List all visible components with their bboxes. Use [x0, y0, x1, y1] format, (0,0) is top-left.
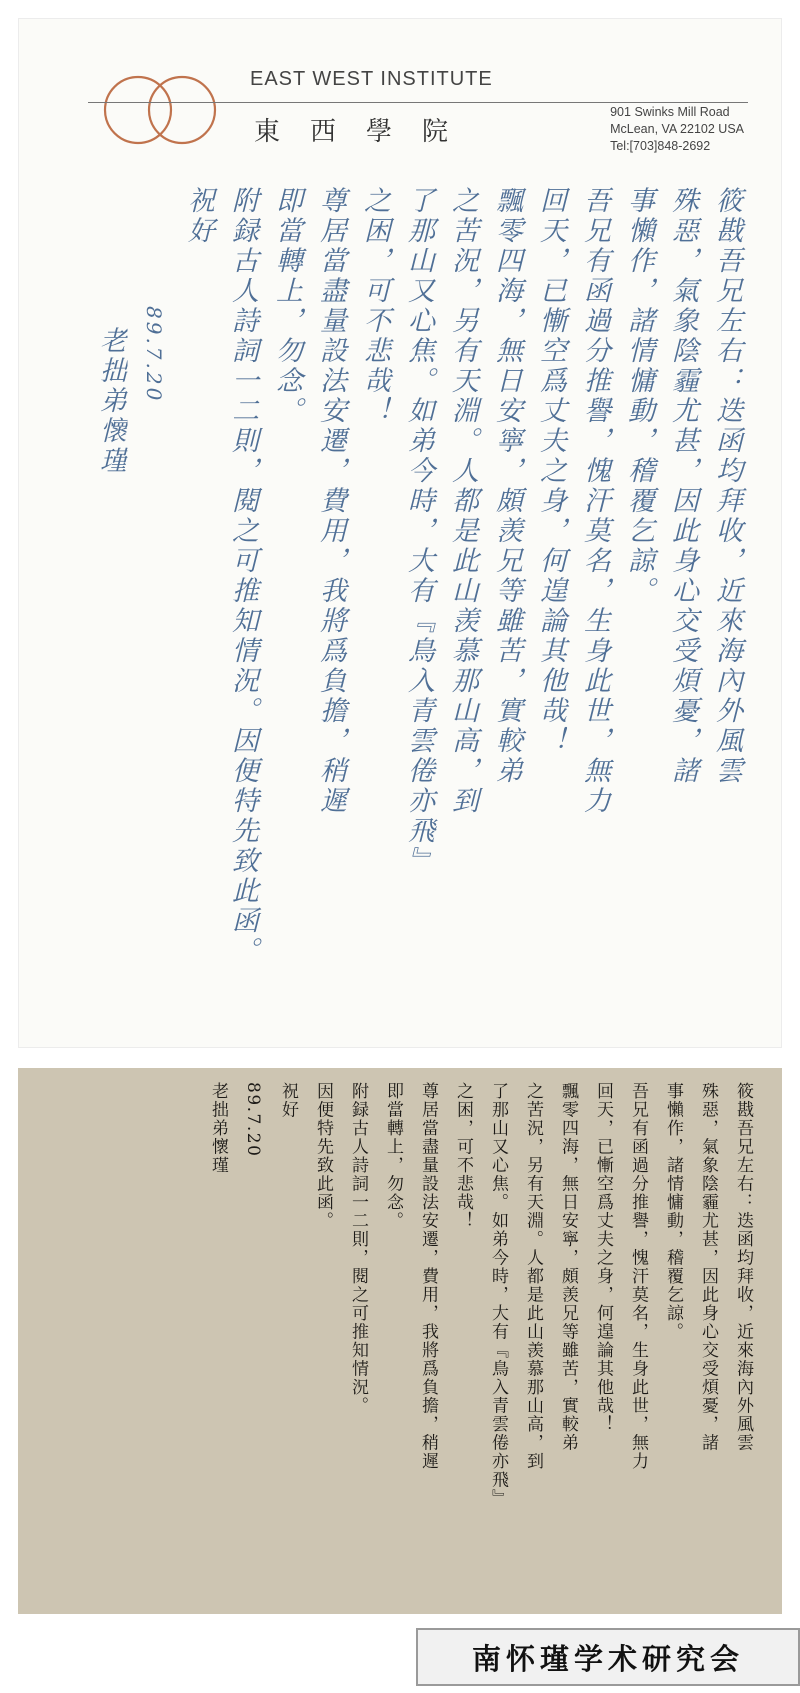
- letterhead-rule: [88, 102, 748, 103]
- handwritten-line: 吾兄有函過分推譽，愧汗莫名，生身此世，無力: [579, 186, 610, 816]
- address-line: McLean, VA 22102 USA: [610, 122, 744, 136]
- handwritten-line: 尊居當盡量設法安遷，費用，我將爲負擔，稍遲: [315, 186, 346, 816]
- handwritten-line: 即當轉上，勿念。: [271, 186, 302, 426]
- transcript-line: 附録古人詩詞一二則，閱之可推知情況。: [348, 1082, 368, 1415]
- transcript-line: 事懶作，諸情慵動，稽覆乞諒。: [663, 1082, 683, 1341]
- handwritten-letter: [88, 186, 748, 1006]
- transcript-line: 吾兄有函過分推譽，愧汗莫名，生身此世，無力: [628, 1082, 648, 1471]
- handwritten-line: 事懶作，諸情慵動，稽覆乞諒。: [623, 186, 654, 606]
- handwritten-line: 祝好: [183, 186, 214, 246]
- handwritten-line: 之苦況，另有天淵。人都是此山羡慕那山高，到: [447, 186, 478, 816]
- institute-logo: [96, 70, 224, 150]
- handwritten-line: 飄零四海，無日安寧，頗羡兄等雖苦，實較弟: [491, 186, 522, 786]
- handwritten-line: 附録古人詩詞一二則，閱之可推知情況。因便特先致此函。: [227, 186, 258, 966]
- institute-name-en: EAST WEST INSTITUTE: [250, 68, 493, 90]
- address-line: Tel:[703]848-2692: [610, 139, 711, 153]
- watermark-text: 南怀瑾学术研究会: [471, 1641, 744, 1676]
- handwritten-line: 回天，已慚空爲丈夫之身，何遑論其他哉！: [535, 186, 566, 756]
- handwritten-line: 了那山又心焦。如弟今時，大有『鳥入青雲倦亦飛』: [403, 186, 434, 876]
- handwritten-line: 之困，可不悲哉！: [359, 186, 390, 426]
- transcript-line: 飄零四海，無日安寧，頗羡兄等雖苦，實較弟: [558, 1082, 578, 1452]
- handwritten-date: 89.7.20: [142, 306, 166, 404]
- transcript-line: 即當轉上，勿念。: [383, 1082, 403, 1230]
- transcript-text: [200, 1082, 760, 1602]
- handwritten-line: 筱戡吾兄左右：迭函均拜收，近來海內外風雲: [711, 186, 742, 786]
- transcript-line: 了那山又心焦。如弟今時，大有『鳥入青雲倦亦飛』: [488, 1082, 508, 1508]
- transcript-panel: [18, 1068, 782, 1614]
- letter-page: [18, 18, 782, 1048]
- institute-name-zh: 東西學院: [254, 117, 479, 147]
- institute-address: [610, 104, 744, 155]
- transcript-line: 筱戡吾兄左右：迭函均拜收，近來海內外風雲: [733, 1082, 753, 1452]
- transcript-line: 尊居當盡量設法安遷，費用，我將爲負擔，稍遲: [418, 1082, 438, 1471]
- transcript-line: 回天，已慚空爲丈夫之身，何遑論其他哉！: [593, 1082, 613, 1434]
- transcript-line: 殊惡，氣象陰霾尤甚，因此身心交受煩憂，諸: [698, 1082, 718, 1452]
- transcript-signature: 老拙弟懷瑾: [208, 1082, 228, 1175]
- transcript-date: 89.7.20: [243, 1082, 263, 1158]
- transcript-line: 祝好: [278, 1082, 298, 1119]
- handwritten-line: 殊惡，氣象陰霾尤甚，因此身心交受煩憂，諸: [667, 186, 698, 786]
- watermark-banner: [416, 1628, 800, 1686]
- transcript-line: 之苦況，另有天淵。人都是此山羡慕那山高，到: [523, 1082, 543, 1471]
- address-line: 901 Swinks Mill Road: [610, 105, 730, 119]
- transcript-line: 之困，可不悲哉！: [453, 1082, 473, 1230]
- handwritten-signature: 老拙弟懷瑾: [95, 326, 126, 476]
- transcript-line: 因便特先致此函。: [313, 1082, 333, 1230]
